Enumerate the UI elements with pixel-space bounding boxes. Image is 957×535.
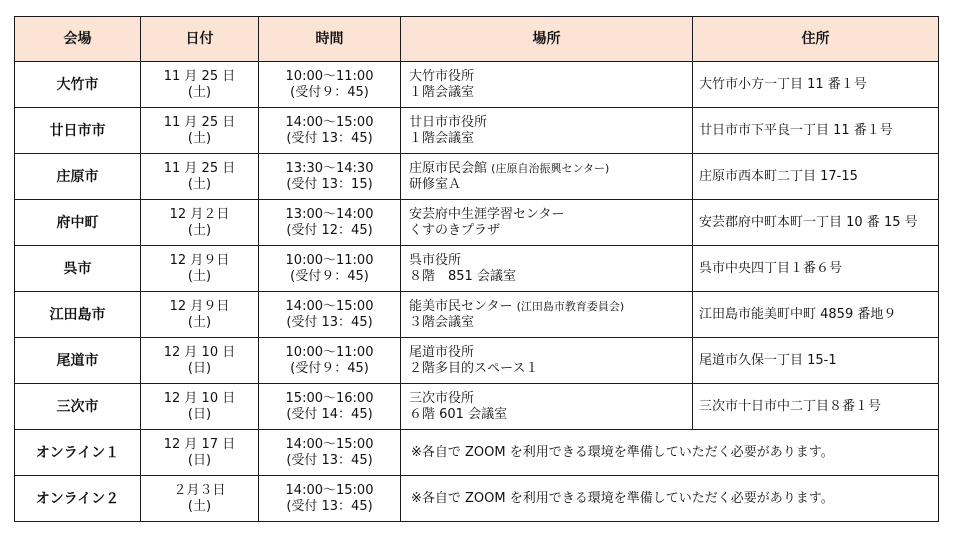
time-cell: [259, 246, 401, 292]
header-row: [15, 17, 939, 62]
venue-cell: [15, 338, 141, 384]
day-text: (土): [187, 314, 212, 330]
place-cell: [401, 154, 693, 200]
online-note-text: ※各自で ZOOM を利用できる環境を準備していただく必要があります。: [411, 490, 834, 506]
online-note-text: ※各自で ZOOM を利用できる環境を準備していただく必要があります。: [411, 444, 834, 460]
venue-cell: [15, 200, 141, 246]
address-text: 大竹市小方一丁目 11 番１号: [699, 76, 867, 92]
date-cell: [141, 292, 259, 338]
date-cell: [141, 200, 259, 246]
day-text: (土): [187, 222, 212, 238]
place-name: 三次市役所: [409, 390, 475, 406]
venue-name: 廿日市市: [49, 122, 106, 139]
time-text: 15:00～16:00: [285, 390, 374, 406]
address-text: 安芸郡府中町本町一丁目 10 番 15 号: [699, 214, 918, 230]
place-cell: [401, 200, 693, 246]
time-cell: [259, 384, 401, 430]
place-cell: [401, 292, 693, 338]
reception-text: (受付 13：45): [286, 130, 373, 146]
day-text: (日): [187, 360, 212, 376]
time-cell: [259, 430, 401, 476]
table-row: [15, 246, 939, 292]
place-line-1: [409, 391, 692, 407]
date-text: ２月３日: [173, 482, 226, 498]
place-room: ２階多目的スペース１: [409, 360, 539, 376]
schedule-table-container: [14, 16, 938, 522]
place-room: １階会議室: [409, 84, 475, 100]
place-name: 安芸府中生涯学習センター: [409, 206, 565, 222]
online-note-cell: [401, 476, 939, 522]
date-cell: [141, 108, 259, 154]
place-room: １階会議室: [409, 130, 475, 146]
time-cell: [259, 476, 401, 522]
time-text: 10:00～11:00: [285, 252, 374, 268]
place-subname: (江田島市教育委員会): [516, 299, 625, 313]
date-text: 12 月 10 日: [163, 390, 236, 406]
address-text: 呉市中央四丁目１番６号: [699, 260, 843, 276]
table-row: [15, 200, 939, 246]
venue-cell: [15, 476, 141, 522]
address-cell: [693, 108, 939, 154]
place-name: 庄原市民会館: [409, 160, 488, 176]
place-room: くすのきプラザ: [409, 222, 501, 238]
date-cell: [141, 154, 259, 200]
reception-text: (受付９：45): [290, 360, 369, 376]
header-venue: 会場: [15, 17, 141, 62]
place-line-1: [409, 345, 692, 361]
venue-name: オンライン１: [35, 444, 120, 461]
table-row: [15, 154, 939, 200]
reception-text: (受付 13：15): [286, 176, 373, 192]
schedule-body: [15, 62, 939, 522]
venue-name: 呉市: [63, 260, 92, 277]
address-cell: [693, 246, 939, 292]
time-cell: [259, 338, 401, 384]
venue-cell: [15, 154, 141, 200]
date-text: 12 月 17 日: [163, 436, 236, 452]
table-row: [15, 338, 939, 384]
day-text: (土): [187, 498, 212, 514]
venue-cell: [15, 246, 141, 292]
place-line-1: [409, 207, 692, 223]
place-line-1: [409, 69, 692, 85]
time-text: 14:00～15:00: [285, 114, 374, 130]
venue-name: 三次市: [56, 398, 99, 415]
reception-text: (受付 13：45): [286, 314, 373, 330]
venue-name: 庄原市: [56, 168, 99, 185]
reception-text: (受付 13：45): [286, 452, 373, 468]
date-cell: [141, 246, 259, 292]
time-text: 14:00～15:00: [285, 436, 374, 452]
table-row: [15, 292, 939, 338]
time-text: 13:30～14:30: [285, 160, 374, 176]
time-text: 13:00～14:00: [285, 206, 374, 222]
address-cell: [693, 338, 939, 384]
place-cell: [401, 62, 693, 108]
time-text: 14:00～15:00: [285, 298, 374, 314]
table-row: [15, 384, 939, 430]
online-note-cell: [401, 430, 939, 476]
date-cell: [141, 430, 259, 476]
day-text: (土): [187, 268, 212, 284]
place-room: ３階会議室: [409, 314, 475, 330]
place-cell: [401, 384, 693, 430]
day-text: (土): [187, 176, 212, 192]
date-cell: [141, 62, 259, 108]
day-text: (土): [187, 130, 212, 146]
place-cell: [401, 246, 693, 292]
date-text: 11 月 25 日: [163, 114, 236, 130]
venue-name: 府中町: [56, 214, 99, 231]
venue-name: 大竹市: [56, 76, 99, 93]
time-cell: [259, 154, 401, 200]
day-text: (土): [187, 84, 212, 100]
time-cell: [259, 200, 401, 246]
date-cell: [141, 384, 259, 430]
date-text: 12 月２日: [169, 206, 230, 222]
place-room: ６階 601 会議室: [409, 406, 508, 422]
date-text: 11 月 25 日: [163, 160, 236, 176]
table-row-online: [15, 476, 939, 522]
place-line-1: [409, 253, 692, 269]
date-cell: [141, 476, 259, 522]
venue-cell: [15, 430, 141, 476]
time-text: 14:00～15:00: [285, 482, 374, 498]
time-cell: [259, 292, 401, 338]
header-date: 日付: [141, 17, 259, 62]
header-place: 場所: [401, 17, 693, 62]
venue-name: 江田島市: [49, 306, 106, 323]
header-time: 時間: [259, 17, 401, 62]
date-text: 11 月 25 日: [163, 68, 236, 84]
place-name: 大竹市役所: [409, 68, 475, 84]
place-name: 廿日市市役所: [409, 114, 488, 130]
day-text: (日): [187, 452, 212, 468]
place-name: 能美市民センター: [409, 298, 513, 314]
place-line-1: [409, 115, 692, 131]
address-cell: [693, 200, 939, 246]
table-row: [15, 62, 939, 108]
address-text: 三次市十日市中二丁目８番１号: [699, 398, 882, 414]
address-text: 廿日市市下平良一丁目 11 番１号: [699, 122, 893, 138]
date-text: 12 月９日: [169, 252, 230, 268]
place-line-1: [409, 161, 692, 177]
day-text: (日): [187, 406, 212, 422]
venue-cell: [15, 108, 141, 154]
address-text: 庄原市西本町二丁目 17-15: [699, 168, 858, 184]
address-cell: [693, 292, 939, 338]
header-address: 住所: [693, 17, 939, 62]
venue-name: 尾道市: [56, 352, 99, 369]
venue-cell: [15, 384, 141, 430]
address-cell: [693, 384, 939, 430]
place-room: ８階 851 会議室: [409, 268, 516, 284]
reception-text: (受付９：45): [290, 268, 369, 284]
venue-cell: [15, 62, 141, 108]
reception-text: (受付９：45): [290, 84, 369, 100]
place-name: 尾道市役所: [409, 344, 475, 360]
place-subname: (庄原自治振興センター): [491, 161, 610, 175]
schedule-table: [14, 16, 939, 522]
time-text: 10:00～11:00: [285, 68, 374, 84]
place-line-1: [409, 299, 692, 315]
place-cell: [401, 338, 693, 384]
address-text: 江田島市能美町中町 4859 番地９: [699, 306, 897, 322]
address-cell: [693, 154, 939, 200]
time-text: 10:00～11:00: [285, 344, 374, 360]
time-cell: [259, 108, 401, 154]
date-text: 12 月９日: [169, 298, 230, 314]
place-cell: [401, 108, 693, 154]
time-cell: [259, 62, 401, 108]
venue-name: オンライン２: [35, 490, 120, 507]
reception-text: (受付 12：45): [286, 222, 373, 238]
address-text: 尾道市久保一丁目 15-1: [699, 352, 837, 368]
place-name: 呉市役所: [409, 252, 462, 268]
reception-text: (受付 13：45): [286, 498, 373, 514]
date-cell: [141, 338, 259, 384]
table-row: [15, 108, 939, 154]
place-room: 研修室Ａ: [409, 176, 462, 192]
reception-text: (受付 14：45): [286, 406, 373, 422]
table-row-online: [15, 430, 939, 476]
venue-cell: [15, 292, 141, 338]
address-cell: [693, 62, 939, 108]
date-text: 12 月 10 日: [163, 344, 236, 360]
